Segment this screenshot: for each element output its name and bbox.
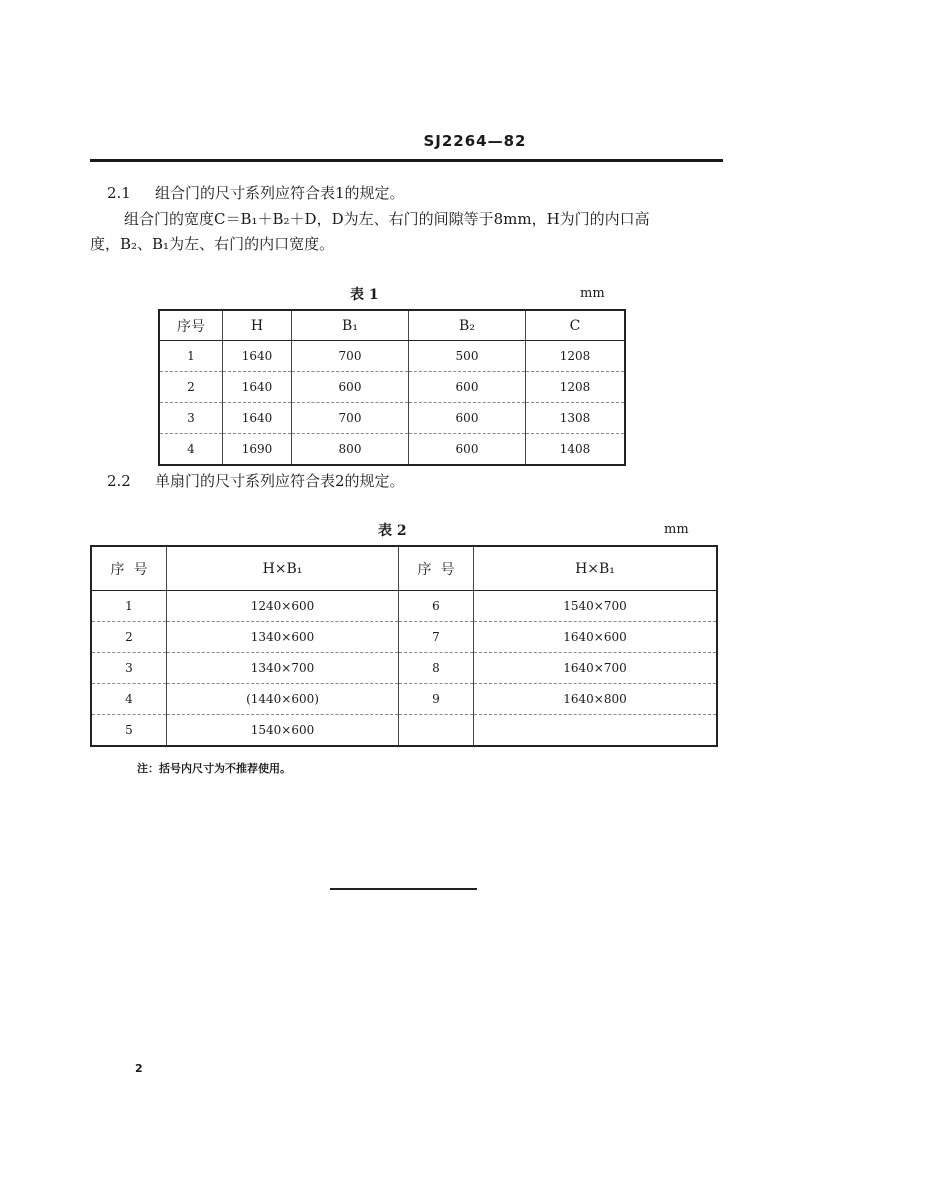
table2-cell: 5 xyxy=(91,715,167,747)
table1-cell: 3 xyxy=(159,403,223,434)
table-row xyxy=(91,622,717,653)
table1-cell: 1208 xyxy=(526,341,626,372)
table1-cell: 1640 xyxy=(223,403,292,434)
section-2-2-line xyxy=(107,470,405,492)
table2-cell: 6 xyxy=(399,591,474,622)
table1-cell: 1408 xyxy=(526,434,626,466)
table-row xyxy=(159,403,625,434)
table1-header-cell: H xyxy=(223,310,292,341)
table-row xyxy=(91,715,717,747)
table2-cell: 3 xyxy=(91,653,167,684)
table1-cell: 1308 xyxy=(526,403,626,434)
section-2-1-line2: 组合门的宽度C＝B₁＋B₂＋D，D为左、右门的间隙等于8mm，H为门的内口高 xyxy=(124,210,650,228)
table2-cell: 1540×700 xyxy=(474,591,718,622)
table2-header-row xyxy=(91,546,717,591)
table1-cell: 1208 xyxy=(526,372,626,403)
table2-cell: 1340×600 xyxy=(167,622,399,653)
header-rule xyxy=(90,159,723,162)
section-2-2-text: 单扇门的尺寸系列应符合表2的规定。 xyxy=(155,472,405,490)
section-2-1-text: 组合门的尺寸系列应符合表1的规定。 xyxy=(155,184,405,202)
table1-header-cell: B₂ xyxy=(409,310,526,341)
table2-cell xyxy=(474,715,718,747)
table1-cell: 1690 xyxy=(223,434,292,466)
table2-cell: 1540×600 xyxy=(167,715,399,747)
table2 xyxy=(90,545,718,747)
table-row xyxy=(159,372,625,403)
table1-cell: 1640 xyxy=(223,372,292,403)
table1-cell: 1640 xyxy=(223,341,292,372)
table-row xyxy=(159,434,625,466)
table-row xyxy=(91,591,717,622)
page-number: 2 xyxy=(135,1062,143,1075)
table1 xyxy=(158,309,626,466)
document-code: SJ2264—82 xyxy=(423,132,527,150)
table2-cell: 7 xyxy=(399,622,474,653)
table2-cell: 1640×600 xyxy=(474,622,718,653)
table2-header-cell: H×B₁ xyxy=(474,546,718,591)
table2-cell: 1240×600 xyxy=(167,591,399,622)
table1-header-cell: 序号 xyxy=(159,310,223,341)
table1-cell: 600 xyxy=(409,434,526,466)
table-row xyxy=(91,684,717,715)
table1-cell: 600 xyxy=(409,372,526,403)
table1-caption: 表 1 xyxy=(350,287,379,303)
table-row xyxy=(91,653,717,684)
table2-cell: 4 xyxy=(91,684,167,715)
table-row xyxy=(159,341,625,372)
table2-cell: 1640×700 xyxy=(474,653,718,684)
table2-header-cell: H×B₁ xyxy=(167,546,399,591)
table1-cell: 2 xyxy=(159,372,223,403)
table1-cell: 4 xyxy=(159,434,223,466)
table1-header-row xyxy=(159,310,625,341)
table2-cell: 2 xyxy=(91,622,167,653)
table2-cell: (1440×600) xyxy=(167,684,399,715)
table1-cell: 600 xyxy=(409,403,526,434)
table1-cell: 1 xyxy=(159,341,223,372)
table2-cell xyxy=(399,715,474,747)
table1-cell: 700 xyxy=(292,341,409,372)
table1-unit: mm xyxy=(580,286,605,301)
table2-cell: 1 xyxy=(91,591,167,622)
table2-note: 注：括号内尺寸为不推荐使用。 xyxy=(137,762,291,775)
section-2-2-number: 2.2 xyxy=(107,472,131,490)
table2-cell: 1340×700 xyxy=(167,653,399,684)
table1-cell: 600 xyxy=(292,372,409,403)
table1-cell: 800 xyxy=(292,434,409,466)
table2-cell: 9 xyxy=(399,684,474,715)
table1-cell: 700 xyxy=(292,403,409,434)
table1-header-cell: C xyxy=(526,310,626,341)
section-2-1-line1 xyxy=(107,182,405,204)
table1-cell: 500 xyxy=(409,341,526,372)
section-2-1-line3: 度，B₂、B₁为左、右门的内口宽度。 xyxy=(90,235,335,253)
table1-header-cell: B₁ xyxy=(292,310,409,341)
table2-unit: mm xyxy=(664,522,689,537)
table2-cell: 8 xyxy=(399,653,474,684)
table2-cell: 1640×800 xyxy=(474,684,718,715)
table2-caption: 表 2 xyxy=(378,523,407,539)
table2-header-cell: 序 号 xyxy=(399,546,474,591)
section-2-1-number: 2.1 xyxy=(107,184,131,202)
end-rule xyxy=(330,888,477,890)
table2-header-cell: 序 号 xyxy=(91,546,167,591)
